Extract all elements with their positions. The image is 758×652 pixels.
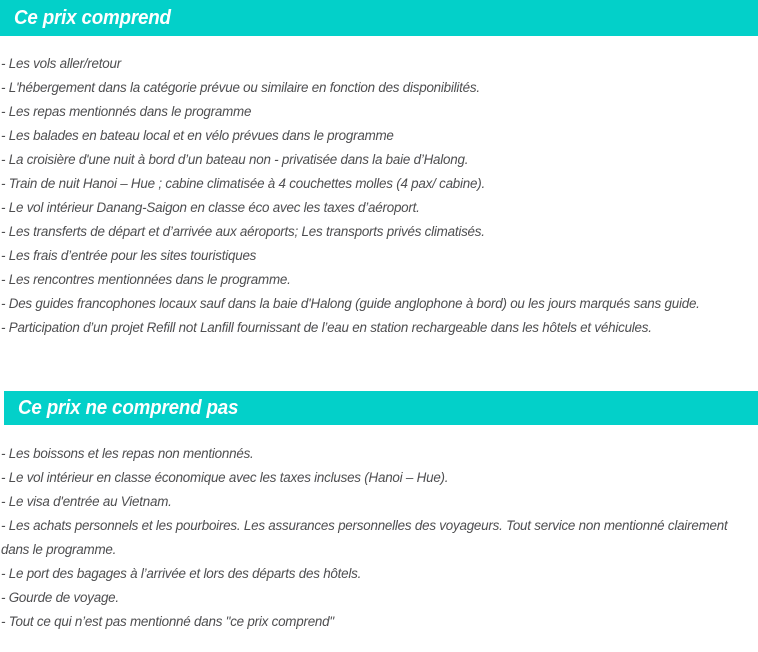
list-item: - Participation d’un projet Refill not Lanfill fournissant de l’eau en station rechargeable dans les hôtels et véhicules. [1,320,652,335]
section-spacer [0,340,758,391]
list-item: - Les achats personnels et les pourboires. Les assurances personnelles des voyageurs. Tout service non mentionné clairement dans le programme. [1,518,728,557]
list-item: - L'hébergement dans la catégorie prévue ou similaire en fonction des disponibilités. [1,80,480,95]
list-item: - Les balades en bateau local et en vélo prévues dans le programme [1,128,394,143]
list-item: - Les transferts de départ et d’arrivée aux aéroports; Les transports privés climatisés. [1,224,485,239]
list-item: - Le visa d'entrée au Vietnam. [1,494,172,509]
list-item: - Train de nuit Hanoi – Hue ; cabine climatisée à 4 couchettes molles (4 pax/ cabine). [1,176,485,191]
section-header-inclusions [0,0,758,36]
list-item: - Les repas mentionnés dans le programme [1,104,252,119]
list-item: - Les rencontres mentionnées dans le programme. [1,272,291,287]
list-item: - Tout ce qui n’est pas mentionné dans "ce prix comprend" [1,614,334,629]
list-item: - Les boissons et les repas non mentionnés. [1,446,254,461]
section-title-inclusions: Ce prix comprend [14,7,171,29]
section-body-inclusions [0,36,758,340]
list-item: - Le vol intérieur Danang-Saigon en classe éco avec les taxes d’aéroport. [1,200,420,215]
list-item: - Le vol intérieur en classe économique avec les taxes incluses (Hanoi – Hue). [1,470,449,485]
list-item: - Les vols aller/retour [1,56,121,71]
list-item: - Les frais d’entrée pour les sites touristiques [1,248,257,263]
section-header-exclusions [4,391,758,425]
list-item: - Gourde de voyage. [1,590,119,605]
section-body-exclusions [0,425,758,634]
list-item: - La croisière d'une nuit à bord d’un bateau non - privatisée dans la baie d’Halong. [1,152,469,167]
list-item: - Le port des bagages à l’arrivée et lors des départs des hôtels. [1,566,362,581]
list-item: - Des guides francophones locaux sauf dans la baie d'Halong (guide anglophone à bord) ou les jours marqués sans guide. [1,296,700,311]
section-title-exclusions: Ce prix ne comprend pas [18,397,239,419]
